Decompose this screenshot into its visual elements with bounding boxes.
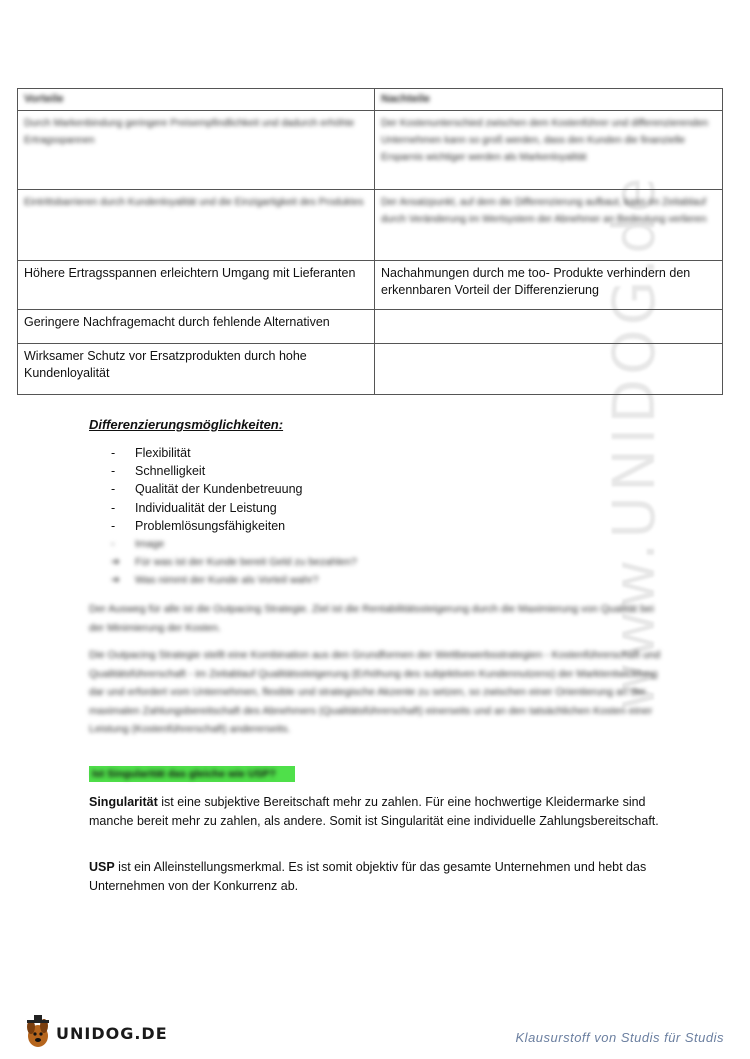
table-cell: Geringere Nachfragemacht durch fehlende Alternativen: [18, 310, 375, 344]
table-cell: [375, 310, 723, 344]
paragraph-usp: USP ist ein Alleinstellungsmerkmal. Es ist somit objektiv für das gesamte Unternehmen und hebt das Unternehmen von der Konkurrenz ab.: [89, 860, 647, 893]
differentiation-list: [111, 444, 357, 590]
table-cell: Nachahmungen durch me too- Produkte verhindern den erkennbaren Vorteil der Differenzierung: [375, 261, 723, 310]
table-cell: Höhere Ertragsspannen erleichtern Umgang mit Lieferanten: [18, 261, 375, 310]
table-row: [18, 344, 723, 395]
table-header-row: [18, 89, 723, 111]
header-advantages: Vorteile: [18, 89, 375, 111]
watermark: www.UNIDOG.de: [600, 173, 668, 710]
table-cell: Eintrittsbarrieren durch Kundenloyalität und die Einzigartigkeit des Produktes: [24, 197, 364, 208]
table-row: [18, 310, 723, 344]
list-item: - Qualität der Kundenbetreuung: [111, 482, 303, 497]
paragraph-singularitaet: Singularität ist eine subjektive Bereitschaft mehr zu zahlen. Für eine hochwertige Kleidermarke sind manche bereit mehr zu zahlen, als andere. Somit ist Singularität eine individuelle Zahlungsbereitschaft.: [89, 795, 659, 828]
pros-cons-table: [17, 88, 723, 395]
table-row: [18, 261, 723, 310]
list-item-blurred: ➔ Was nimmt der Kunde als Vorteil wahr?: [111, 574, 319, 587]
blurred-paragraph-outpacing: Der Ausweg für alle ist die Outpacing Strategie. Ziel ist die Rentabilitätssteigerung durch die Maximierung von Qualität bei der Minimierung der Kosten.: [89, 603, 654, 634]
list-item: - Schnelligkeit: [111, 464, 206, 479]
section-heading: Differenzierungsmöglichkeiten:: [89, 417, 284, 432]
header-disadvantages: Nachteile: [375, 89, 723, 111]
table-cell: Der Ansatzpunkt, auf dem die Differenzierung aufbaut, kann im Zeitablauf durch Veränderung im Wertsystem der Abnehmer an Bedeutung verlieren: [381, 197, 707, 225]
highlighted-question: Ist Singularität das gleiche wie USP?: [89, 766, 295, 782]
list-item-blurred: ➔ Für was ist der Kunde bereit Geld zu bezahlen?: [111, 556, 357, 569]
logo-text: UNIDOG.DE: [56, 1024, 168, 1043]
table-cell: Durch Markenbindung geringere Preisempfindlichkeit und dadurch erhöhte Ertragsspannen: [24, 118, 355, 146]
table-cell: Wirksamer Schutz vor Ersatzprodukten durch hohe Kundenloyalität: [18, 344, 375, 395]
blurred-paragraph-outpacing-detail: Die Outpacing Strategie stellt eine Kombination aus den Grundformen der Wettbewerbsstrategien - Kostenführerschaft und Qualitätsführerschaft - im Zeitablauf Qualitätssteigerung (Erhöhung des subjektiven Kundennutzens) der Marktentwicklung dar und erfordert vom Unternehmen, flexible und strategische Akzente zu setzen, so zwischen einer Orientierung an der maximalen Zahlungsbereitschaft des Abnehmers (Qualitätsführerschaft) einerseits und an den tatsächlichen Kosten einer Leistung (Kostenführerschaft) andererseits.: [89, 649, 661, 735]
list-item: - Flexibilität: [111, 446, 191, 460]
footer-tagline: Klausurstoff von Studis für Studis: [515, 1030, 724, 1045]
table-row: [18, 111, 723, 190]
table-cell: Der Kostenunterschied zwischen dem Kostenführer und differenzierenden Unternehmen kann so groß werden, dass den Kunden die finanzielle Ersparnis wichtiger werden als Markenloyalität: [381, 118, 709, 163]
table-row: [18, 190, 723, 261]
list-item-blurred: - Image: [111, 537, 165, 550]
list-item: - Problemlösungsfähigkeiten: [111, 518, 286, 533]
table-cell: [375, 344, 723, 395]
list-item: - Individualität der Leistung: [111, 500, 277, 515]
